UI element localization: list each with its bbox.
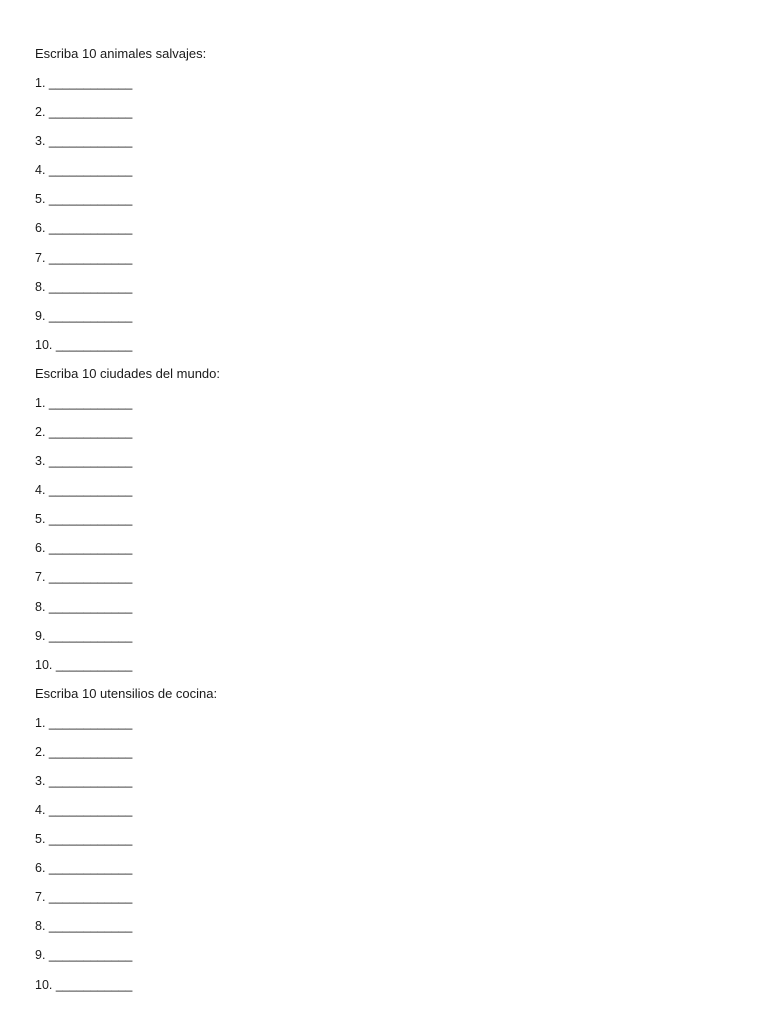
section-animales [35, 46, 735, 353]
answer-line-6: 6. ____________ [35, 541, 133, 556]
answer-line-5: 5. ____________ [35, 832, 133, 847]
answer-line-6: 6. ____________ [35, 221, 133, 236]
answer-line-10: 10. ___________ [35, 337, 133, 352]
answer-line-6: 6. ____________ [35, 861, 133, 876]
section-prompt: Escriba 10 animales salvajes: [35, 46, 207, 61]
answer-line-4: 4. ____________ [35, 163, 133, 178]
section-utensilios [35, 686, 735, 993]
answer-line-2: 2. ____________ [35, 105, 133, 120]
section-prompt: Escriba 10 utensilios de cocina: [35, 685, 218, 701]
section-ciudades [35, 366, 735, 673]
answer-line-7: 7. ____________ [35, 890, 133, 905]
answer-line-2: 2. ____________ [35, 424, 133, 439]
answer-line-5: 5. ____________ [35, 512, 133, 527]
answer-line-3: 3. ____________ [35, 134, 133, 149]
answer-line-1: 1. ____________ [35, 76, 133, 90]
answer-line-8: 8. ____________ [35, 279, 133, 294]
section-prompt: Escriba 10 ciudades del mundo: [35, 365, 221, 381]
answer-line-3: 3. ____________ [35, 773, 133, 788]
answer-line-1: 1. ____________ [35, 715, 133, 730]
answer-line-4: 4. ____________ [35, 802, 133, 817]
answer-line-7: 7. ____________ [35, 250, 133, 265]
answer-line-10: 10. ___________ [35, 657, 133, 672]
answer-line-4: 4. ____________ [35, 483, 133, 498]
answer-line-7: 7. ____________ [35, 570, 133, 585]
answer-line-8: 8. ____________ [35, 919, 133, 934]
answer-line-1: 1. ____________ [35, 395, 133, 410]
answer-line-10: 10. ___________ [35, 977, 133, 992]
answer-line-8: 8. ____________ [35, 599, 133, 614]
answer-line-9: 9. ____________ [35, 948, 133, 963]
answer-line-5: 5. ____________ [35, 192, 133, 207]
answer-line-9: 9. ____________ [35, 628, 133, 643]
answer-line-3: 3. ____________ [35, 454, 133, 469]
answer-line-9: 9. ____________ [35, 308, 133, 323]
answer-line-2: 2. ____________ [35, 744, 133, 759]
worksheet [35, 46, 735, 1006]
